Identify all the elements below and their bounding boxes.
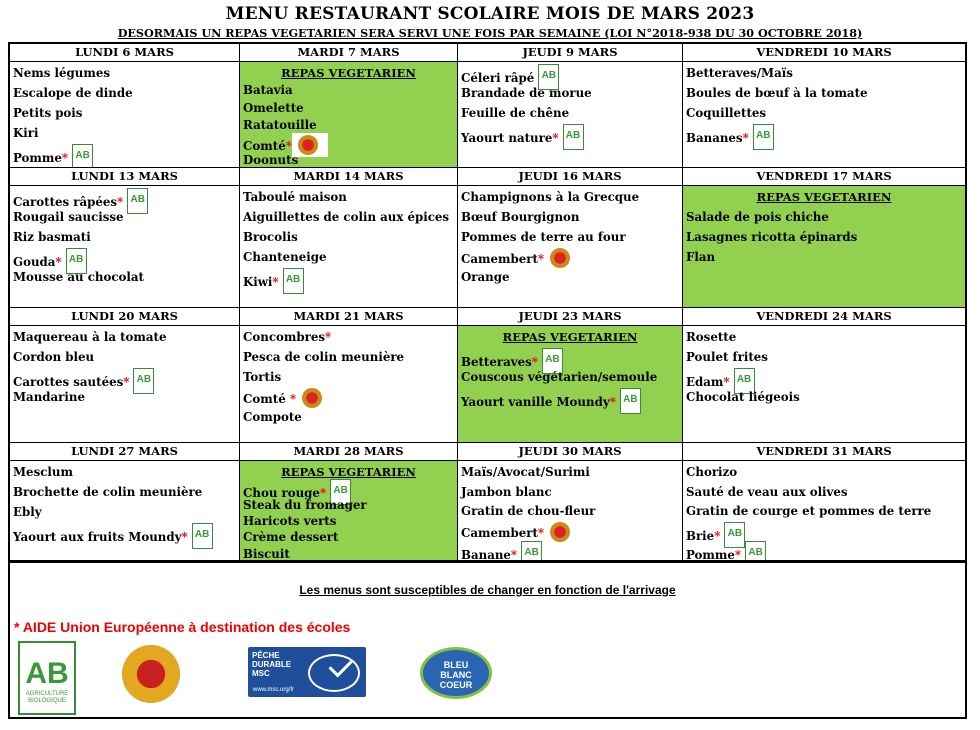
- menu-item-text: REPAS VEGETARIEN: [756, 190, 892, 204]
- eu-aid-star: *: [714, 528, 721, 543]
- ab-bio-icon-text: AB: [541, 70, 557, 81]
- menu-item-text: Rougail saucisse: [13, 210, 124, 224]
- menu-item-text: Chou rouge: [243, 486, 320, 501]
- menu-item-text: Mandarine: [13, 390, 85, 404]
- menu-item-text: Haricots verts: [243, 514, 337, 528]
- menu-item-text: Chocolat liégeois: [686, 390, 800, 404]
- ab-bio-icon: [127, 188, 148, 214]
- menu-item: [243, 410, 302, 424]
- menu-item: [461, 504, 595, 518]
- aop-seal-icon: [550, 248, 570, 268]
- menu-item-text: Cordon bleu: [13, 350, 95, 364]
- menu-item-text: Comté: [243, 392, 290, 406]
- menu-item-text: Pomme: [686, 548, 735, 561]
- eu-aid-star: *: [272, 275, 279, 289]
- menu-item: [243, 270, 304, 296]
- vegetarian-banner: [240, 66, 457, 80]
- menu-item: [13, 230, 91, 244]
- menu-item-text: Camembert: [461, 525, 538, 540]
- day-cell: [683, 168, 965, 308]
- day-cell: [458, 168, 683, 308]
- day-cell: [458, 44, 683, 168]
- menu-item: [243, 250, 326, 264]
- menu-item-text: Feuille de chêne: [461, 106, 570, 120]
- menu-item: [243, 330, 331, 344]
- eu-aid-star: *: [734, 548, 742, 561]
- menu-item-text: Omelette: [243, 100, 304, 115]
- menu-item-text: Céleri râpé: [461, 71, 535, 85]
- menu-item: [243, 547, 290, 561]
- menu-item-text: Coquillettes: [686, 106, 767, 120]
- menu-item: [461, 465, 590, 479]
- menu-item: [13, 465, 73, 479]
- eu-aid-star: *: [181, 530, 188, 544]
- ab-bio-icon-text: AB: [524, 547, 539, 559]
- day-cell: [683, 308, 965, 443]
- menu-item-text: Compote: [243, 410, 302, 424]
- ab-bio-icon-text: AB: [333, 485, 348, 497]
- menu-item: [13, 505, 42, 519]
- week-row: [10, 44, 965, 168]
- ab-logo-icon: [18, 641, 76, 715]
- menu-item: [13, 106, 82, 120]
- menu-item: [243, 230, 298, 244]
- menu-item-text: Doonuts: [243, 152, 299, 167]
- menu-item-text: Betteraves: [461, 355, 532, 369]
- menu-item-text: Rosette: [686, 330, 737, 344]
- bbc-line3: COEUR: [439, 680, 473, 690]
- msc-line1: PÊCHE: [252, 651, 280, 660]
- menu-item: [243, 153, 298, 167]
- day-cell: [240, 168, 458, 308]
- week-row: [10, 168, 965, 308]
- menu-item: [243, 210, 449, 224]
- menu-item-text: Carottes sautées: [13, 375, 124, 389]
- day-header: LUNDI 6 MARS: [10, 44, 239, 62]
- ab-bio-icon: [283, 268, 304, 294]
- bbc-line2: BLANC: [440, 670, 472, 680]
- ab-logo-caption: AGRICULTURE BIOLOGIQUE: [25, 691, 69, 704]
- ab-bio-icon-text: AB: [75, 150, 90, 161]
- menu-change-note: Les menus sont susceptibles de changer en fonction de l'arrivage: [299, 583, 676, 597]
- eu-aid-star: *: [552, 131, 559, 145]
- day-header: JEUDI 30 MARS: [458, 443, 682, 461]
- ab-bio-icon-text: AB: [736, 374, 752, 385]
- menu-item: [461, 126, 584, 152]
- menu-item-text: Camembert: [461, 252, 538, 266]
- eu-aid-star: *: [742, 131, 749, 145]
- ab-bio-icon-text: AB: [194, 529, 210, 540]
- day-header: VENDREDI 24 MARS: [683, 308, 965, 326]
- menu-item-text: Couscous végétarien/semoule: [461, 370, 658, 384]
- menu-item-text: Carottes râpées: [13, 195, 118, 209]
- menu-item: [13, 126, 38, 140]
- menu-item: [243, 390, 322, 410]
- menu-item-text: Poulet frites: [686, 350, 768, 364]
- day-header: LUNDI 13 MARS: [10, 168, 239, 186]
- day-header: MARDI 7 MARS: [240, 44, 457, 62]
- menu-item: [686, 106, 766, 120]
- ab-bio-icon: [753, 124, 774, 150]
- day-header: LUNDI 27 MARS: [10, 443, 239, 461]
- menu-item: [13, 86, 133, 100]
- menu-item: [461, 524, 570, 544]
- ab-bio-icon-text: AB: [756, 130, 771, 141]
- day-header: MARDI 21 MARS: [240, 308, 457, 326]
- menu-item-text: Lasagnes ricotta épinards: [686, 230, 858, 244]
- bbc-line1: BLEU: [443, 660, 469, 670]
- eu-aid-star: *: [117, 195, 124, 209]
- menu-item: [686, 230, 857, 244]
- menu-item-text: Steak du fromager: [243, 497, 367, 512]
- menu-item-text: Bananes: [686, 131, 743, 145]
- ab-bio-icon-text: AB: [285, 274, 301, 285]
- day-header: MARDI 14 MARS: [240, 168, 457, 186]
- eu-aid-star: *: [537, 252, 545, 266]
- ab-bio-icon-text: AB: [748, 547, 763, 559]
- menu-item: [686, 250, 715, 264]
- menu-item: [13, 270, 144, 284]
- menu-item-text: Comté: [243, 139, 286, 154]
- eu-aid-star: *: [289, 392, 296, 406]
- menu-item-text: Maquereau à la tomate: [13, 330, 167, 344]
- menu-item-text: Champignons à la Grecque: [461, 190, 640, 204]
- ab-bio-icon: [620, 388, 641, 414]
- menu-item: [13, 350, 94, 364]
- menu-item: [13, 210, 124, 224]
- menu-item: [461, 106, 569, 120]
- menu-item-text: Brochette de colin meunière: [13, 485, 203, 499]
- menu-item-text: Mousse au chocolat: [13, 270, 144, 284]
- menu-item-text: Nems légumes: [13, 66, 110, 80]
- menu-item-text: Brandade de morue: [461, 86, 592, 100]
- ab-bio-icon: [72, 144, 93, 168]
- day-cell: [240, 44, 458, 168]
- eu-aid-star: *: [609, 395, 616, 409]
- menu-item: [461, 485, 552, 499]
- menu-item: [243, 530, 338, 544]
- menu-item: [686, 465, 737, 479]
- menu-item: [686, 210, 829, 224]
- eu-aid-star: *: [319, 486, 327, 501]
- menu-item: [686, 350, 768, 364]
- ab-bio-icon: [563, 124, 584, 150]
- day-cell: [683, 443, 965, 561]
- menu-item-text: Pommes de terre au four: [461, 230, 626, 244]
- menu-item-text: Concombres: [243, 330, 325, 344]
- menu-item-text: Banane: [461, 548, 511, 561]
- menu-item-text: Gratin de chou-fleur: [461, 504, 596, 519]
- msc-line3: MSC: [252, 669, 270, 678]
- day-cell: [10, 168, 240, 308]
- menu-item: [13, 146, 93, 168]
- menu-item: [461, 190, 639, 204]
- week-row: [10, 308, 965, 443]
- menu-item-text: Bœuf Bourgignon: [461, 210, 580, 224]
- menu-item-text: Crème dessert: [243, 530, 339, 545]
- menu-item-text: Chorizo: [686, 465, 738, 479]
- page-title: MENU RESTAURANT SCOLAIRE MOIS DE MARS 2023: [225, 4, 755, 24]
- ab-bio-icon-text: AB: [623, 394, 638, 405]
- menu-item: [461, 86, 592, 100]
- menu-item-text: REPAS VEGETARIEN: [281, 66, 416, 80]
- menu-item-text: Kiwi: [243, 275, 273, 289]
- menu-item: [13, 390, 85, 404]
- day-cell: [240, 308, 458, 443]
- ab-bio-icon: [745, 541, 766, 561]
- menu-item: [243, 190, 347, 204]
- day-header: VENDREDI 31 MARS: [683, 443, 965, 461]
- menu-grid: [8, 42, 967, 563]
- ab-bio-icon-text: AB: [136, 374, 152, 385]
- menu-item: [13, 485, 202, 499]
- day-cell: [10, 308, 240, 443]
- eu-aid-note: * AIDE Union Européenne à destination des écoles: [14, 619, 351, 635]
- ab-bio-icon: [192, 523, 213, 549]
- menu-item: [686, 543, 766, 561]
- day-header: VENDREDI 17 MARS: [683, 168, 965, 186]
- eu-aid-star: *: [723, 375, 730, 389]
- menu-item-text: Tortis: [243, 370, 282, 384]
- day-cell: [10, 443, 240, 561]
- menu-item-text: Betteraves/Maïs: [686, 66, 793, 80]
- ab-bio-icon-text: AB: [565, 130, 581, 141]
- day-cell: [10, 44, 240, 168]
- menu-item-text: Yaourt vanille Moundy: [461, 395, 610, 409]
- menu-item-text: Yaourt nature: [461, 131, 553, 145]
- menu-item-text: Jambon blanc: [461, 484, 552, 499]
- menu-item: [461, 230, 626, 244]
- eu-aid-star: *: [531, 355, 538, 369]
- menu-item: [243, 118, 317, 132]
- menu-item: [243, 514, 336, 528]
- menu-item-text: Kiri: [13, 126, 39, 140]
- menu-item-text: REPAS VEGETARIEN: [281, 465, 416, 479]
- menu-item-text: Chanteneige: [243, 250, 327, 264]
- menu-item-text: Petits pois: [13, 106, 83, 120]
- day-cell: [458, 443, 683, 561]
- day-header: LUNDI 20 MARS: [10, 308, 239, 326]
- menu-item-text: Boules de bœuf à la tomate: [686, 86, 868, 100]
- menu-item-text: REPAS VEGETARIEN: [502, 330, 638, 344]
- msc-line2: DURABLE: [252, 660, 292, 669]
- menu-item: [243, 498, 367, 512]
- page-subtitle: DESORMAIS UN REPAS VEGETARIEN SERA SERVI UNE FOIS PAR SEMAINE (LOI N°2018-938 DU 30 OCTOBRE 2018): [117, 26, 863, 40]
- day-header: VENDREDI 10 MARS: [683, 44, 965, 62]
- menu-item: [461, 210, 580, 224]
- menu-item: [461, 270, 509, 284]
- aop-logo-icon: [122, 645, 180, 703]
- day-cell: [458, 308, 683, 443]
- menu-item-text: Taboulé maison: [243, 190, 347, 204]
- menu-item-text: Mesclum: [13, 465, 73, 479]
- aop-seal-icon: [302, 388, 322, 408]
- menu-item-text: Biscuit: [243, 546, 290, 561]
- msc-url: www.msc.org/fr: [253, 687, 295, 693]
- menu-item: [686, 86, 868, 100]
- eu-aid-star: *: [61, 151, 69, 165]
- menu-item-text: Brocolis: [243, 230, 298, 244]
- menu-item-text: Aiguillettes de colin aux épices: [243, 210, 450, 224]
- menu-item: [686, 390, 800, 404]
- ab-bio-icon-text: AB: [130, 194, 145, 205]
- menu-item: [243, 370, 281, 384]
- menu-item: [686, 485, 848, 499]
- ab-bio-icon-text: AB: [68, 254, 84, 265]
- menu-item: [686, 330, 736, 344]
- eu-aid-star: *: [285, 139, 292, 154]
- menu-item: [13, 330, 166, 344]
- menu-item: [243, 101, 304, 115]
- menu-item: [13, 66, 110, 80]
- eu-aid-star: *: [324, 330, 332, 344]
- aop-seal-icon: [298, 135, 318, 155]
- day-header: JEUDI 16 MARS: [458, 168, 682, 186]
- menu-item-text: Yaourt aux fruits Moundy: [13, 530, 182, 544]
- menu-item: [461, 250, 570, 270]
- ab-logo-text: AB: [25, 657, 69, 690]
- menu-item-text: Edam: [686, 375, 724, 389]
- ab-bio-icon: [133, 368, 154, 394]
- day-header: MARDI 28 MARS: [240, 443, 457, 461]
- menu-item-text: Maïs/Avocat/Surimi: [461, 465, 590, 479]
- msc-logo-icon: [248, 647, 366, 697]
- day-cell: [683, 44, 965, 168]
- vegetarian-banner: [458, 330, 682, 344]
- menu-item-text: Batavia: [243, 83, 293, 98]
- menu-item-text: Sauté de veau aux olives: [686, 484, 848, 499]
- eu-aid-star: *: [123, 375, 130, 389]
- menu-item: [461, 543, 542, 561]
- vegetarian-banner: [240, 465, 457, 479]
- menu-item: [461, 370, 657, 384]
- day-header: JEUDI 9 MARS: [458, 44, 682, 62]
- day-cell: [240, 443, 458, 561]
- menu-item-text: Salade de pois chiche: [686, 210, 829, 224]
- ab-bio-icon: [521, 541, 542, 561]
- menu-item: [686, 126, 774, 152]
- menu-item-text: Riz basmati: [13, 230, 91, 244]
- ab-bio-icon-text: AB: [727, 527, 743, 539]
- eu-aid-star: *: [55, 255, 62, 269]
- menu-item-text: Flan: [686, 250, 716, 264]
- week-row: [10, 443, 965, 561]
- menu-item-text: Gouda: [13, 255, 56, 269]
- menu-item: [13, 525, 213, 551]
- bleu-blanc-coeur-logo-icon: [420, 647, 492, 699]
- aop-seal-icon: [550, 522, 570, 542]
- eu-aid-star: *: [537, 525, 545, 540]
- menu-item: [243, 83, 293, 97]
- footer: [8, 563, 967, 719]
- menu-item: [461, 390, 641, 416]
- day-header: JEUDI 23 MARS: [458, 308, 682, 326]
- vegetarian-banner: [683, 190, 965, 204]
- eu-aid-star: *: [510, 548, 518, 561]
- menu-item-text: Brie: [686, 528, 715, 543]
- menu-item: [686, 66, 793, 80]
- menu-item-text: Gratin de courge et pommes de terre: [686, 504, 932, 519]
- menu-item-text: Ratatouille: [243, 118, 317, 132]
- ab-bio-icon-text: AB: [545, 354, 560, 365]
- menu-item: [243, 350, 404, 364]
- menu-item: [686, 504, 931, 518]
- menu-item-text: Ebly: [13, 505, 42, 519]
- menu-item-text: Escalope de dinde: [13, 86, 133, 100]
- menu-item-text: Orange: [461, 270, 510, 284]
- menu-item-text: Pesca de colin meunière: [243, 350, 405, 364]
- menu-item-text: Pomme: [13, 151, 62, 165]
